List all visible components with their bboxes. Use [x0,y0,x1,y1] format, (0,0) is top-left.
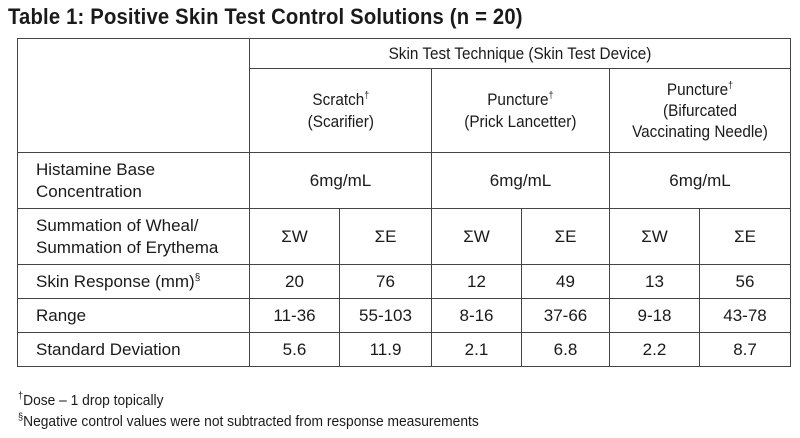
technique-group-label: Skin Test Technique (Skin Test Device) [388,43,652,63]
technique-group-header [250,39,791,69]
table-cell: ΣE [522,209,610,265]
table-cell: 20 [250,265,340,299]
section-mark: § [194,271,201,283]
footnote-dose [18,390,479,411]
footnotes [18,390,519,432]
table-cell: ΣW [250,209,340,265]
table-cell: 43-78 [700,299,791,333]
skin-test-table [17,38,791,367]
technique-name: Puncture [666,79,729,99]
table-cell: 2.2 [610,333,700,367]
section-mark: § [18,412,24,423]
footnote-text: Dose – 1 drop topically [23,392,164,409]
dagger-mark: † [18,391,24,402]
row-label-summation: Summation of Wheal/ Summation of Erythema [18,209,250,265]
table-cell: ΣW [610,209,700,265]
table-cell: 13 [610,265,700,299]
table-cell: 11-36 [250,299,340,333]
table-row [18,333,791,367]
technique-name: Scratch [312,89,364,109]
row-label-concentration: Histamine Base Concentration [18,153,250,209]
row-label-sd: Standard Deviation [18,333,250,367]
table-cell: 9-18 [610,299,700,333]
table-cell: 11.9 [340,333,432,367]
row-label-response: Skin Response (mm)§ [18,265,250,299]
table-cell: ΣE [700,209,791,265]
footnote-text: Negative control values were not subtracted from response measurements [23,413,479,430]
table-title: Table 1: Positive Skin Test Control Solutions (n = 20) [8,4,523,29]
table-cell: 55-103 [340,299,432,333]
header-blank-cell [18,39,250,153]
table-cell: 56 [700,265,791,299]
technique-header-scratch [250,69,432,153]
technique-header-prick [432,69,610,153]
table-cell: 76 [340,265,432,299]
dagger-mark: † [363,89,369,101]
table-row [18,299,791,333]
table-cell: 2.1 [432,333,522,367]
technique-device: (Bifurcated Vaccinating Needle) [632,100,768,141]
technique-header-bifurcated [610,69,791,153]
table-cell: 12 [432,265,522,299]
table-cell: 6mg/mL [250,153,432,209]
table-cell: 49 [522,265,610,299]
table-row [18,265,791,299]
table-row [18,153,791,209]
table-cell: 8.7 [700,333,791,367]
dagger-mark: † [548,89,554,101]
table-cell: 6mg/mL [432,153,610,209]
table-cell: 8-16 [432,299,522,333]
row-label-range: Range [18,299,250,333]
technique-device: (Prick Lancetter) [464,111,577,131]
table-cell: 5.6 [250,333,340,367]
technique-name: Puncture [487,89,549,109]
table-cell: 6mg/mL [610,153,791,209]
footnote-negative-control [18,411,479,432]
table-cell: ΣW [432,209,522,265]
technique-device: (Scarifier) [307,111,374,131]
table-cell: 37-66 [522,299,610,333]
table-cell: ΣE [340,209,432,265]
dagger-mark: † [728,79,734,91]
table-header-row-group [18,39,791,69]
table-row [18,209,791,265]
table-cell: 6.8 [522,333,610,367]
